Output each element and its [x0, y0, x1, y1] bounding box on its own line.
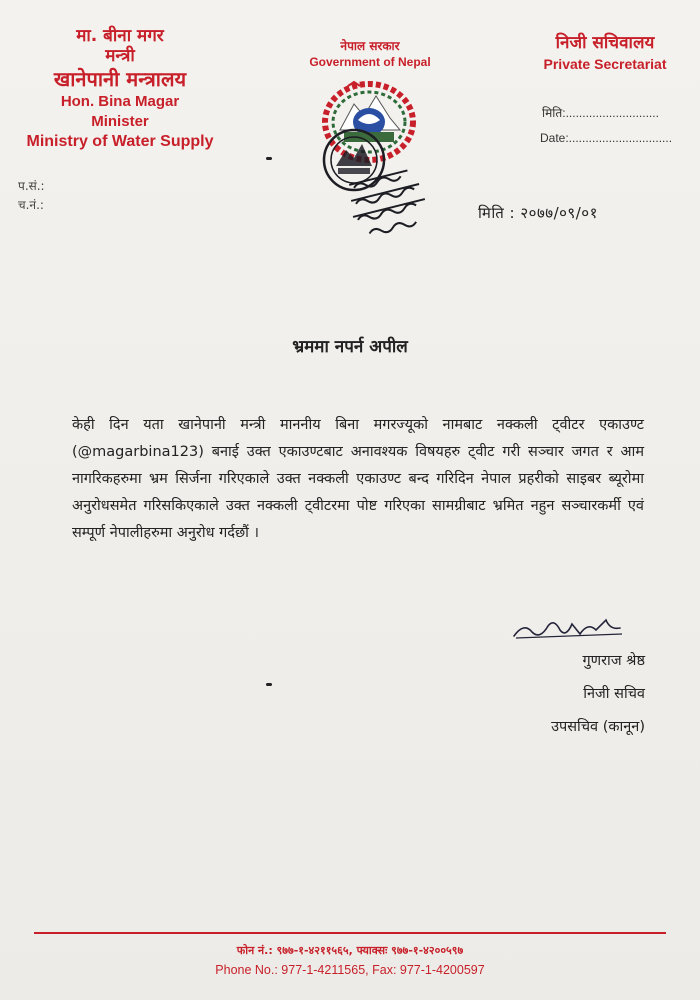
- official-seal-stamp-icon: [318, 120, 436, 242]
- signatory-rank: उपसचिव (कानून): [551, 719, 645, 735]
- reference-number-label: प.सं.:: [18, 179, 45, 193]
- signatory-post: निजी सचिव: [583, 686, 645, 702]
- fold-mark: [266, 683, 272, 686]
- ministry-name-en: Ministry of Water Supply: [26, 133, 214, 150]
- minister-letterhead: [20, 26, 220, 152]
- letter-date: मिति : २०७७/०९/०१: [478, 204, 598, 222]
- minister-name-np: मा. बीना मगर: [76, 26, 164, 46]
- minister-title-en: Minister: [91, 113, 149, 130]
- handwritten-signature-icon: [510, 612, 630, 642]
- minister-title-np: मन्त्री: [105, 46, 135, 66]
- secretariat-en: Private Secretariat: [543, 56, 667, 72]
- signatory-block: [505, 645, 645, 744]
- footer-contact-en: Phone No.: 977-1-4211565, Fax: 977-1-4200597: [215, 963, 485, 977]
- date-field-np: मिति:............................: [542, 106, 659, 120]
- secretariat-header: [520, 32, 690, 74]
- signatory-name: गुणराज श्रेष्ठ: [582, 653, 645, 669]
- footer-divider: [34, 932, 666, 934]
- minister-name-en: Hon. Bina Magar: [60, 93, 180, 110]
- letter-body: केही दिन यता खानेपानी मन्त्री माननीय बिना मगरज्यूको नामबाट नक्कली ट्वीटर एकाउण्ट (@magarbina123) बनाई उक्त एकाउण्टबाट अनावश्यक विषयहरु ट्वीट गरी सञ्चार जगत र आम नागरिकहरुमा भ्रम सिर्जना गरिएकाले उक्त नक्कली एकाउण्ट बन्द गरिदिन नेपाल प्रहरीको साइबर ब्यूरोमा अनुरोधसमेत गरिसकिएकाले उक्त नक्कली ट्वीटरमा पोष्ट गरिएका सामग्रीबाट भ्रमित नहुन सञ्चारकर्मी एवं सम्पूर्ण नेपालीहरुमा अनुरोध गर्दछौं ।: [72, 417, 644, 541]
- government-en: Government of Nepal: [309, 55, 431, 69]
- footer-contact-np: फोन नं.: ९७७-१-४२११५६५, फ्याक्सः ९७७-१-४२००५९७: [236, 944, 464, 957]
- ministry-name-np: खानेपानी मन्त्रालय: [53, 67, 187, 91]
- government-header: [300, 38, 440, 70]
- secretariat-np: निजी सचिवालय: [555, 33, 655, 53]
- date-field-en: Date:...............................: [540, 131, 673, 145]
- dispatch-number-label: च.नं.:: [18, 198, 44, 212]
- letter-subject: भ्रममा नपर्न अपील: [292, 337, 408, 357]
- fold-mark: [266, 157, 272, 160]
- government-np: नेपाल सरकार: [340, 39, 400, 53]
